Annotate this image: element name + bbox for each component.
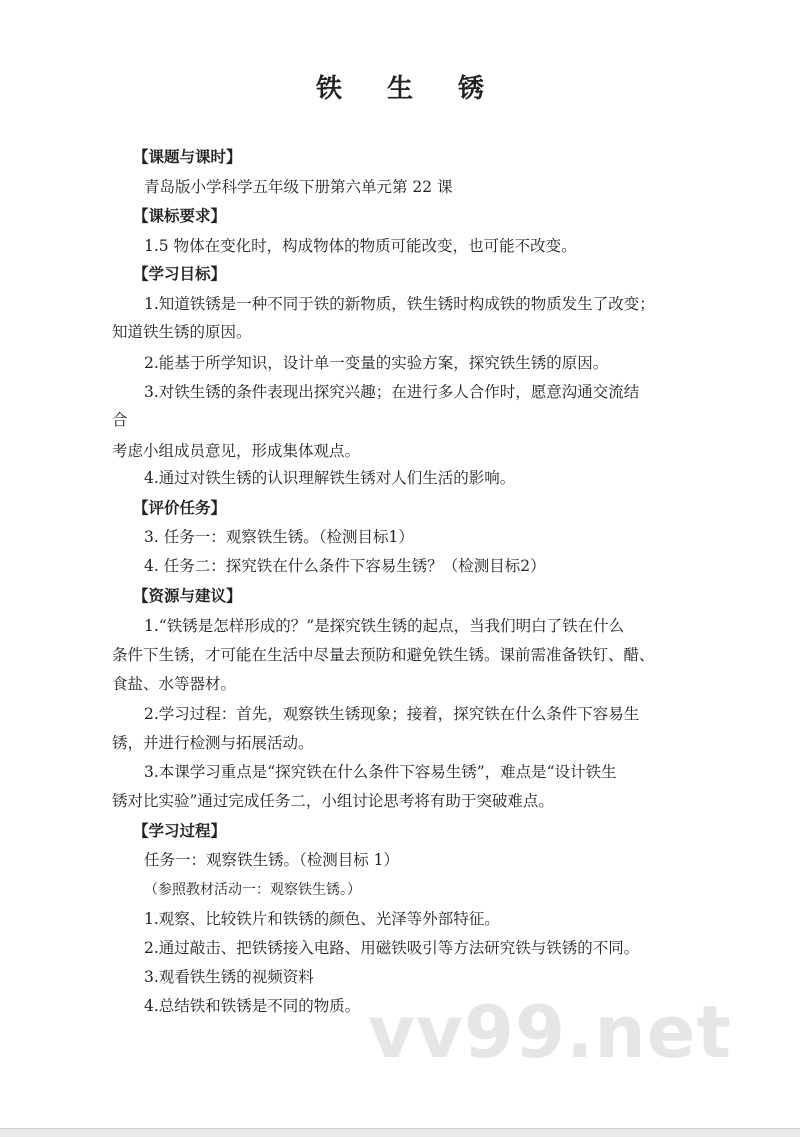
text-line: 锈对比实验”通过完成任务二，小组讨论思考将有助于突破难点。 (112, 792, 554, 810)
text-line: 条件下生锈，才可能在生活中尽量去预防和避免铁生锈。课前需准备铁钉、醋、 (112, 646, 655, 664)
text-line: 3.观看铁生锈的视频资料 (144, 968, 314, 986)
text-line: 知道铁生锈的原因。 (112, 323, 252, 341)
text-line: 2.通过敲击、把铁锈接入电路、用磁铁吸引等方法研究铁与铁锈的不同。 (144, 939, 640, 957)
text-line: 2.能基于所学知识，设计单一变量的实验方案，探究铁生锈的原因。 (144, 354, 609, 372)
text-line: 1.5 物体在变化时，构成物体的物质可能改变，也可能不改变。 (144, 237, 577, 255)
text-line: 1.知道铁锈是一种不同于铁的新物质，铁生锈时构成铁的物质发生了改变； (144, 295, 655, 313)
text-line: 1.观察、比较铁片和铁锈的颜色、光泽等外部特征。 (144, 910, 500, 928)
text-line: 4.总结铁和铁锈是不同的物质。 (144, 997, 361, 1015)
section-heading-topic: 【课题与课时】 (133, 148, 242, 166)
text-line: 锈，并进行检测与拓展活动。 (112, 734, 314, 752)
text-line: 3. 任务一：观察铁生锈。（检测目标1） (144, 528, 414, 546)
text-line: 考虑小组成员意见，形成集体观点。 (112, 442, 361, 460)
text-line: （参照教材活动一：观察铁生锈。） (144, 882, 361, 898)
text-line: 3.本课学习重点是“探究铁在什么条件下容易生锈”，难点是“设计铁生 (144, 763, 617, 781)
text-line: 青岛版小学科学五年级下册第六单元第 22 课 (144, 178, 453, 196)
section-heading-resources: 【资源与建议】 (133, 587, 242, 605)
text-line: 食盐、水等器材。 (112, 675, 237, 693)
text-line: 4.通过对铁生锈的认识理解铁生锈对人们生活的影响。 (144, 469, 516, 487)
watermark-text: vv99.net (368, 990, 732, 1074)
text-line: 2.学习过程：首先，观察铁生锈现象；接着，探究铁在什么条件下容易生 (144, 705, 640, 723)
page-title: 铁 生 锈 (315, 74, 503, 104)
section-heading-evaluation: 【评价任务】 (133, 499, 227, 517)
text-line: 4. 任务二：探究铁在什么条件下容易生锈？（检测目标2） (144, 557, 546, 575)
section-heading-standard: 【课标要求】 (133, 207, 227, 225)
text-line: 3.对铁生锈的条件表现出探究兴趣；在进行多人合作时，愿意沟通交流结 (144, 383, 640, 401)
text-line: 1.“铁锈是怎样形成的？”是探究铁生锈的起点，当我们明白了铁在什么 (144, 617, 625, 635)
section-heading-process: 【学习过程】 (133, 822, 227, 840)
section-heading-goals: 【学习目标】 (133, 265, 227, 283)
text-line: 任务一：观察铁生锈。（检测目标 1） (144, 851, 400, 869)
text-line: 合 (112, 411, 128, 429)
